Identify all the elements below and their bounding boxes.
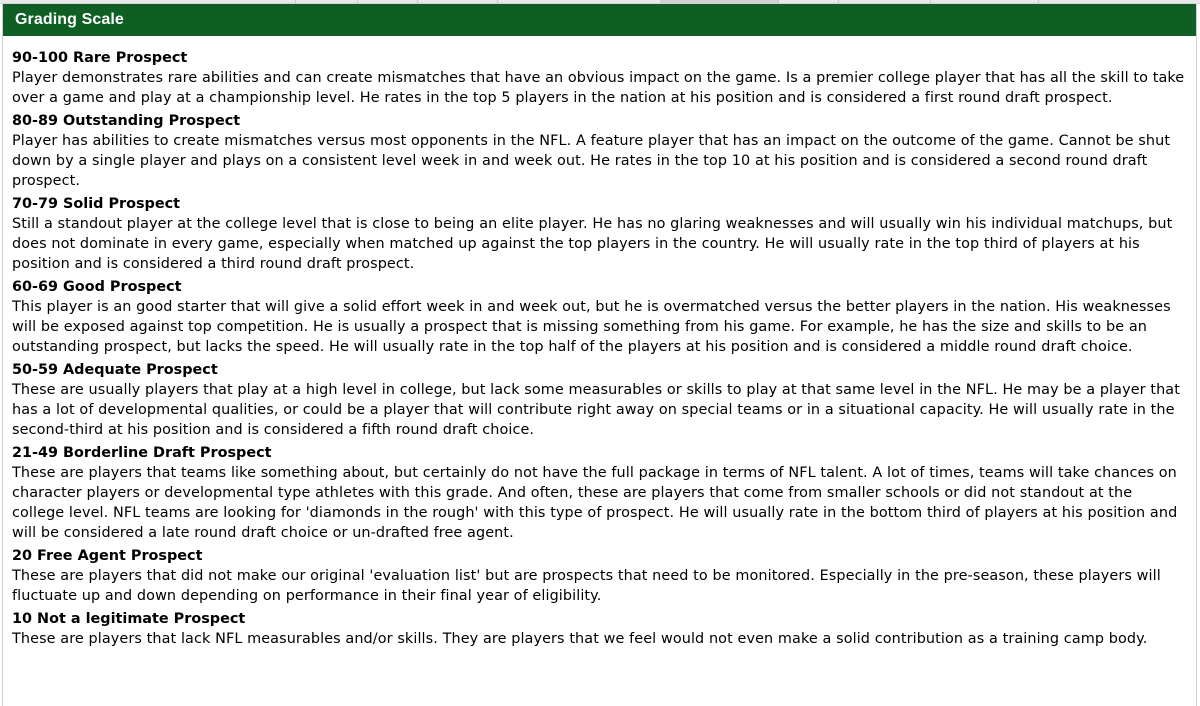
panel-title: Grading Scale bbox=[3, 4, 1196, 36]
grade-title: 21-49 Borderline Draft Prospect bbox=[12, 445, 272, 461]
grade-title: 90-100 Rare Prospect bbox=[12, 50, 188, 66]
grade-description: These are players that teams like something about, but certainly do not have the full package in terms of NFL talent. A lot of times, teams will take chances on character players or developmental type athletes with this grade. And often, these are players that come from smaller schools or did not standout at the college level. NFL teams are looking for 'diamonds in the rough' with this type of prospect. He will usually rate in the bottom third of players at his position and will be considered a late round draft choice or un-drafted free agent. bbox=[12, 465, 1178, 541]
grade-description: This player is an good starter that will give a solid effort week in and week out, but he is overmatched versus the better players in the nation. His weaknesses will be exposed against top competition. He is usually a prospect that is missing something from his game. For example, he has the size and skills to be an outstanding prospect, but lacks the speed. He will usually rate in the top half of the players at his position and is considered a middle round draft choice. bbox=[12, 299, 1171, 355]
tab-strip-segment[interactable] bbox=[357, 0, 418, 3]
grade-item bbox=[12, 609, 1187, 649]
grade-title: 70-79 Solid Prospect bbox=[12, 196, 181, 212]
tab-strip-segment-active[interactable] bbox=[660, 0, 779, 3]
grade-title: 60-69 Good Prospect bbox=[12, 279, 182, 295]
grade-item bbox=[12, 194, 1187, 274]
grading-scale-panel bbox=[2, 4, 1197, 706]
grade-description: These are players that did not make our original 'evaluation list' but are prospects that need to be monitored. Especially in the pre-season, these players will fluctuate up and down depending on performance in their final year of eligibility. bbox=[12, 568, 1161, 604]
tab-strip-segment[interactable] bbox=[417, 0, 498, 3]
tab-strip-segment[interactable] bbox=[497, 0, 661, 3]
grade-title: 50-59 Adequate Prospect bbox=[12, 362, 218, 378]
grade-item bbox=[12, 443, 1187, 543]
grade-title: 80-89 Outstanding Prospect bbox=[12, 113, 241, 129]
grade-item bbox=[12, 360, 1187, 440]
grade-title: 10 Not a legitimate Prospect bbox=[12, 611, 246, 627]
grade-description: Player demonstrates rare abilities and can create mismatches that have an obvious impact on the game. Is a premier college player that has all the skill to take over a game and play at a championship level. He rates in the top 5 players in the nation at his position and is considered a first round draft prospect. bbox=[12, 70, 1185, 106]
grade-list bbox=[3, 36, 1196, 649]
grade-item bbox=[12, 111, 1187, 191]
tab-strip-segment[interactable] bbox=[930, 0, 1039, 3]
tab-strip-segment[interactable] bbox=[778, 0, 839, 3]
grade-item bbox=[12, 546, 1187, 606]
grade-item bbox=[12, 48, 1187, 108]
grade-item bbox=[12, 277, 1187, 357]
grade-description: Still a standout player at the college level that is close to being an elite player. He has no glaring weaknesses and will usually win his individual matchups, but does not dominate in every game, especially when matched up against the top players in the country. He will usually rate in the top third of players at his position and is considered a third round draft prospect. bbox=[12, 216, 1173, 272]
tab-strip-segment[interactable] bbox=[838, 0, 931, 3]
grade-title: 20 Free Agent Prospect bbox=[12, 548, 203, 564]
grade-description: These are players that lack NFL measurables and/or skills. They are players that we feel would not even make a solid contribution as a training camp body. bbox=[12, 631, 1148, 647]
grade-description: These are usually players that play at a high level in college, but lack some measurables or skills to play at that same level in the NFL. He may be a player that has a lot of developmental qualities, or could be a player that will contribute right away on special teams or in a situational capacity. He will usually rate in the second-third at his position and is considered a fifth round draft choice. bbox=[12, 382, 1180, 438]
tab-strip-segment[interactable] bbox=[295, 0, 358, 3]
grade-description: Player has abilities to create mismatches versus most opponents in the NFL. A feature player that has an impact on the outcome of the game. Cannot be shut down by a single player and plays on a consistent level week in and week out. He rates in the top 10 at his position and is considered a second round draft prospect. bbox=[12, 133, 1171, 189]
tab-strip-segment[interactable] bbox=[1038, 0, 1200, 3]
